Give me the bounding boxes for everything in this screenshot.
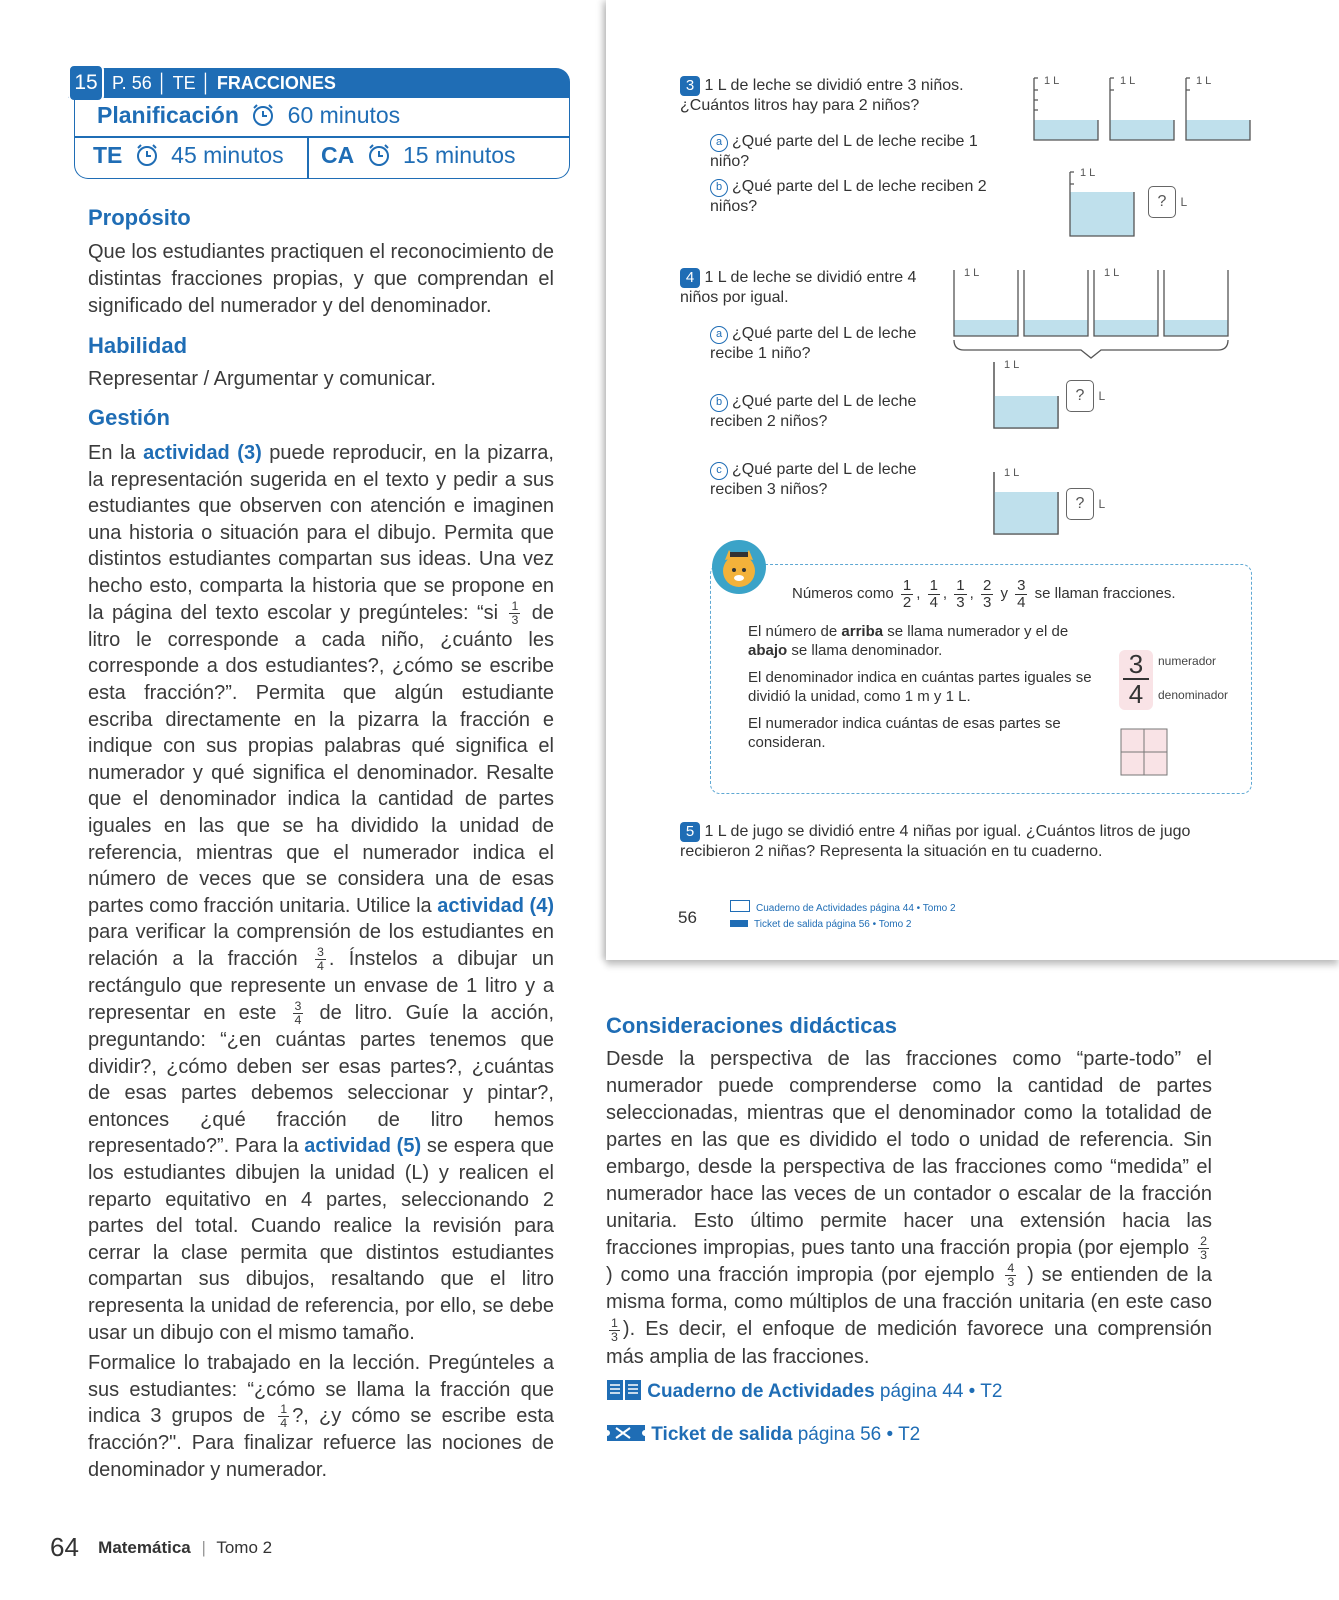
big-fraction: 3 4	[1119, 650, 1153, 710]
fraction: $\frac{1}{3}$	[611, 1315, 618, 1344]
unit-label: 1 L	[1080, 167, 1096, 179]
unit-label: 1 L	[1104, 267, 1120, 279]
ticket-icon	[606, 1422, 646, 1444]
activity-link: actividad (3)	[143, 442, 262, 464]
ticket-link[interactable]: Ticket de salida página 56 • T2	[606, 1422, 920, 1446]
time-planning	[74, 98, 570, 179]
question-3: 3 1 L de leche se dividió entre 3 niños. ¿Cuántos litros hay para 2 niños?	[680, 77, 964, 114]
alarm-clock-icon	[367, 143, 391, 167]
textbook-refs	[730, 900, 956, 933]
proposito-text: Que los estudiantes practiquen el reconocimiento de distintas fracciones propias, y que comprendan el significado del numerador y del denominador.	[88, 241, 554, 317]
question-4b: b ¿Qué parte del L de leche reciben 2 niños?	[710, 393, 917, 430]
question-4: 4 1 L de leche se dividió entre 4 niños por igual.	[680, 269, 917, 306]
tip-definition: El número de arriba se llama numerador y el de abajo se llama denominador.	[748, 623, 1069, 659]
ticket-ref: Ticket de salida página 56 • Tomo 2	[730, 917, 956, 933]
tip-fractions-line: Números como $\frac{1}{2}$ , $\frac{1}{4}$ , $\frac{1}{3}$ , $\frac{2}{3}$ y $\frac{3}{4}$ se llaman fracciones.	[792, 577, 1176, 611]
answer-box: ? L	[1066, 380, 1105, 412]
gestion-text: En la actividad (3) puede reproducir, en la pizarra, la representación sugerida en el texto y pedir a sus estudiantes que observen con atención e imaginen una historia o situación para el dibujo. Permita que distintos estudiantes compartan sus ideas. Una vez hecho esto, comparta la historia que se propone en la página del texto escolar y pregúnteles: “si $\frac{1}{3}$ de litro le corresponde a cada niño, ¿cuánto les corresponde a dos estudiantes?, ¿cómo se escribe esta fracción?”. Permita que algún estudiante escriba directamente en la pizarra la fracción e indique con sus propias palabras qué significa el numerador y qué significa el denominador. Resalte que el denominador indica la cantidad de partes iguales en las que se ha dividido la unidad de referencia, mientras que el numerador indica el número de veces que se considera una de esas partes como fracción unitaria. Utilice la actividad (4) para verificar la comprensión de los estudiantes en relación a la fracción $\frac{3}{4}$ . Ínstelos a dibujar un rectángulo que represente un envase de 1 litro y a representar en este $\frac{3}{4}$ de litro. Guíe la acción, preguntando: “¿en cuántas partes tenemos que dividir?, ¿cómo deben ser esas partes?, ¿cuántas de esas partes debemos seleccionar y pintar?, entonces ¿qué fracción de litro hemos representado?”. Para la actividad (5) se espera que los estudiantes dibujen la unidad (L) y realicen el reparto equitativo en 4 partes, seleccionando 2 partes del total. Cuando realice la revisión para cerrar la clase permita que distintos estudiantes compartan sus dibujos, resaltando que el litro representa la unidad de referencia, por ello, se debe usar un dibujo con el mismo tamaño.	[88, 442, 555, 1344]
divider	[307, 137, 309, 178]
alarm-clock-icon	[251, 103, 275, 127]
unit-label: 1 L	[1044, 75, 1060, 87]
question-4c: c ¿Qué parte del L de leche reciben 3 niños?	[710, 461, 917, 498]
proposito-title: Propósito	[88, 205, 191, 230]
textbook-page	[606, 0, 1339, 960]
page-number: 64	[50, 1532, 79, 1562]
gestion-closing: Formalice lo trabajado en la lección. Pregúnteles a sus estudiantes: “¿cómo se llama la fracción que indica 3 grupos de $\frac{1}{4}$ ?, ¿y cómo se escribe esta fracción?". Para finalizar refuerce las nociones de denominador y numerador.	[88, 1352, 555, 1482]
ca-time: CA 15 minutos	[321, 142, 516, 168]
unit-label: 1 L	[1004, 359, 1020, 371]
unit-label: 1 L	[964, 267, 980, 279]
question-3a: a ¿Qué parte del L de leche recibe 1 niño?	[710, 133, 978, 170]
fraction: $\frac{1}{4}$	[280, 1402, 288, 1431]
te-time: TE 45 minutos	[93, 142, 284, 168]
header-bar	[68, 68, 570, 98]
fraction: $\frac{3}{4}$	[316, 945, 324, 974]
header-label: P. 56 │ TE │ FRACCIONES	[112, 73, 336, 93]
answer-box: ? L	[1066, 488, 1105, 520]
activity-link: actividad (4)	[437, 894, 554, 917]
tip-denominator: El denominador indica en cuántas partes iguales se dividió la unidad, como 1 m y 1 L.	[748, 669, 1092, 705]
consideraciones-title: Consideraciones didácticas	[606, 1013, 897, 1038]
lesson-header	[68, 68, 570, 180]
activity-link: actividad (5)	[304, 1135, 422, 1158]
gestion-title: Gestión	[88, 405, 170, 430]
question-3b: b ¿Qué parte del L de leche reciben 2 niños?	[710, 178, 987, 215]
cuaderno-link[interactable]: Cuaderno de Actividades página 44 • T2	[606, 1378, 1002, 1403]
denominator-label: denominador	[1158, 688, 1229, 702]
textbook-page-number: 56	[678, 908, 697, 927]
fraction: $\frac{3}{4}$	[294, 998, 302, 1027]
fraction: $\frac{4}{3}$	[1007, 1261, 1015, 1290]
page-footer: 64 Matemática | Tomo 2	[50, 1532, 273, 1562]
habilidad-text: Representar / Argumentar y comunicar.	[88, 368, 436, 390]
fraction: $\frac{1}{3}$	[511, 598, 519, 627]
cat-mascot-icon	[710, 538, 768, 596]
alarm-clock-icon	[135, 143, 159, 167]
workbook-ref: Cuaderno de Actividades página 44 • Tomo 2	[730, 900, 956, 917]
numerator-label: numerador	[1158, 654, 1217, 668]
divider	[75, 136, 569, 138]
answer-box: ? L	[1148, 186, 1187, 218]
lesson-number: 15	[68, 64, 104, 102]
fraction: $\frac{2}{3}$	[1200, 1234, 1207, 1263]
book-icon	[730, 900, 750, 912]
consideraciones-text: Desde la perspectiva de las fracciones como “parte-todo” el numerador puede comprenderse como la cantidad de partes seleccionadas, mientras que el denominador como la totalidad de partes en las que es dividido el todo o unidad de referencia. Sin embargo, desde la perspectiva de las fracciones como “medida” el numerador hace las veces de un contador o escalar de la fracción unitaria. Esto último permite hacer una extensión hacia las fracciones impropias, pues tanto una fracción propia (por ejemplo $\frac{2}{3}$ ) como una fracción impropia (por ejemplo $\frac{4}{3}$ ) se entienden de la misma forma, como múltiplos de una fracción unitaria (en este caso $\frac{1}{3}$ ). Es decir, el enfoque de medición favorece una comprensión más amplia de las fracciones.	[606, 1048, 1212, 1368]
ticket-icon	[730, 920, 748, 927]
tip-numerator: El numerador indica cuántas de esas partes se consideran.	[748, 715, 1061, 751]
unit-label: 1 L	[1196, 75, 1212, 87]
book-icon	[606, 1378, 642, 1402]
milk-containers-q3	[1026, 70, 1266, 240]
question-5: 5 1 L de jugo se dividió entre 4 niñas por igual. ¿Cuántos litros de jugo recibieron 2 niñas? Representa la situación en tu cuaderno.	[680, 823, 1191, 860]
unit-label: 1 L	[1004, 467, 1020, 479]
unit-label: 1 L	[1120, 75, 1136, 87]
planning-row: Planificación 60 minutos	[97, 102, 401, 128]
question-4a: a ¿Qué parte del L de leche recibe 1 niño?	[710, 325, 917, 362]
fraction-grid-icon	[1120, 728, 1168, 776]
habilidad-title: Habilidad	[88, 333, 188, 358]
